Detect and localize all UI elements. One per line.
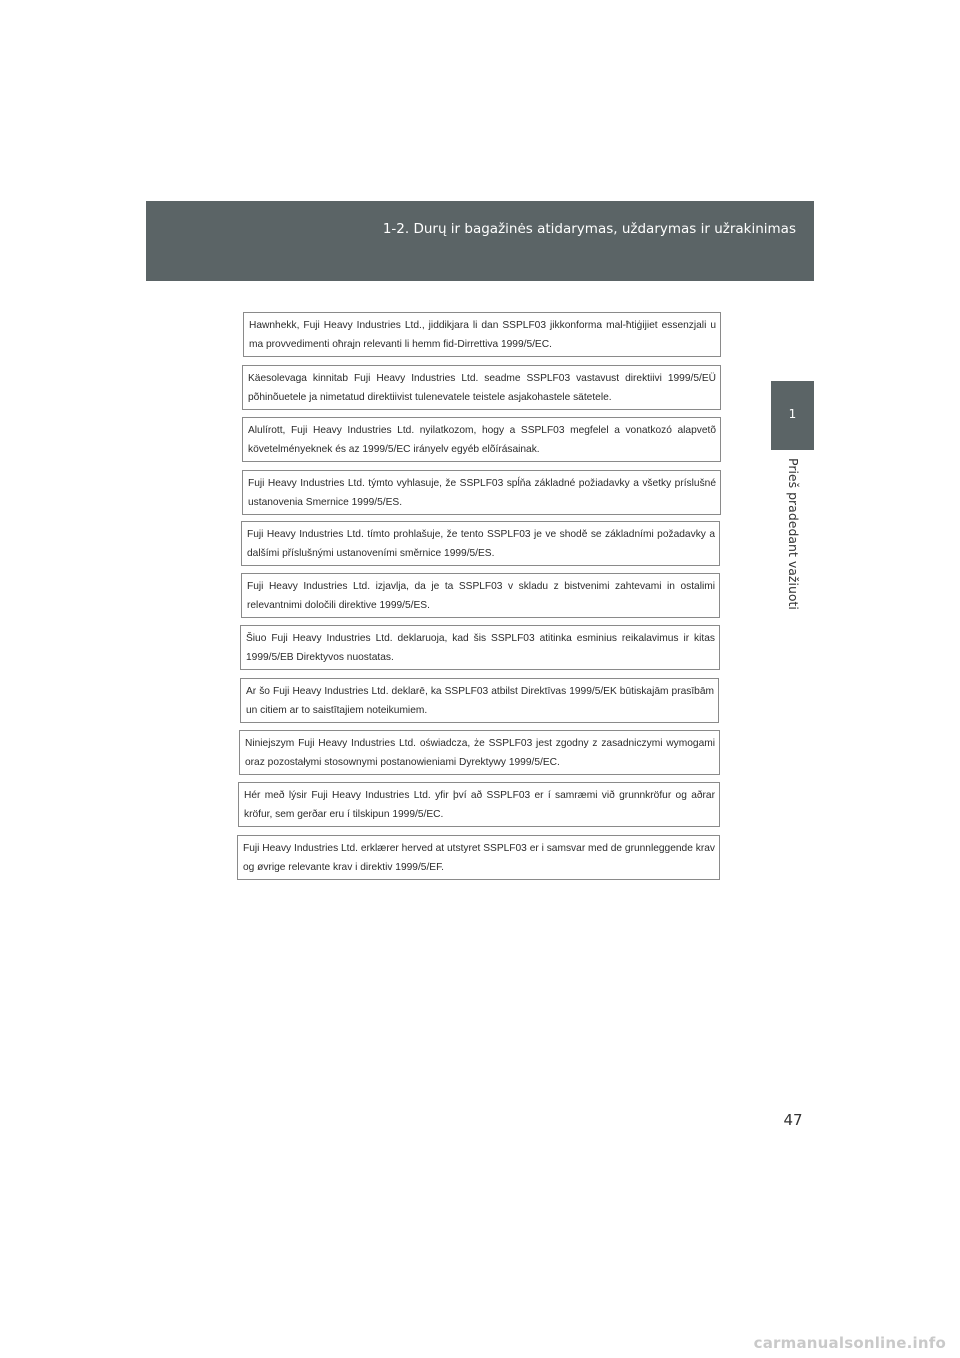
declaration-text: Hér með lýsir Fuji Heavy Industries Ltd. yfir því að SSPLF03 er í samræmi við grunnkröfur og aðrar kröfur, sem gerðar eru í tilskipun 1999/5/EC. <box>244 790 715 820</box>
declaration-norwegian <box>237 835 720 880</box>
declaration-czech <box>241 521 720 566</box>
declaration-text: Fuji Heavy Industries Ltd. erklærer herved at utstyret SSPLF03 er i samsvar med de grunnleggende krav og øvrige relevante krav i direktiv 1999/5/EF. <box>243 843 715 873</box>
declaration-maltese <box>243 312 721 357</box>
declaration-text: Šiuo Fuji Heavy Industries Ltd. deklaruoja, kad šis SSPLF03 atitinka esminius reikalavimus ir kitas 1999/5/EB Direktyvos nuostatas. <box>246 633 715 663</box>
declaration-text: Fuji Heavy Industries Ltd. izjavlja, da je ta SSPLF03 v skladu z bistvenimi zahtevami in ostalimi relevantnimi določili direktive 1999/5/ES. <box>247 581 715 611</box>
declaration-text: Ar šo Fuji Heavy Industries Ltd. deklarē, ka SSPLF03 atbilst Direktīvas 1999/5/EK būtiskajām prasībām un citiem ar to saistītajiem noteikumiem. <box>246 686 714 716</box>
section-title: 1-2. Durų ir bagažinės atidarymas, uždarymas ir užrakinimas <box>382 221 796 237</box>
declaration-icelandic <box>238 782 720 827</box>
chapter-number: 1 <box>788 407 797 421</box>
declaration-hungarian <box>242 417 721 462</box>
watermark: carmanualsonline.info <box>753 1334 946 1352</box>
declaration-polish <box>239 730 720 775</box>
declaration-lithuanian <box>240 625 720 670</box>
declaration-text: Käesolevaga kinnitab Fuji Heavy Industries Ltd. seadme SSPLF03 vastavust direktiivi 1999/5/EÜ põhinõuetele ja nimetatud direktiivist tulenevatele teistele asjakohastele sätetele. <box>248 373 716 403</box>
declaration-text: Hawnhekk, Fuji Heavy Industries Ltd., jiddikjara li dan SSPLF03 jikkonforma mal-ħtiġijiet essenzjali u ma provvedimenti oħrajn relevanti li hemm fid-Dirrettiva 1999/5/EC. <box>249 320 716 350</box>
page-number: 47 <box>783 1111 803 1129</box>
declaration-text: Fuji Heavy Industries Ltd. týmto vyhlasuje, že SSPLF03 spĺňa základné požiadavky a všetky príslušné ustanovenia Smernice 1999/5/ES. <box>248 478 716 508</box>
declaration-latvian <box>240 678 719 723</box>
declaration-estonian <box>242 365 721 410</box>
declaration-slovenian <box>241 573 720 618</box>
declaration-text: Alulírott, Fuji Heavy Industries Ltd. nyilatkozom, hogy a SSPLF03 megfelel a vonatkozó alapvetõ követelményeknek és az 1999/5/EC irányelv egyéb elõírásainak. <box>248 425 716 455</box>
declaration-text: Niniejszym Fuji Heavy Industries Ltd. oświadcza, że SSPLF03 jest zgodny z zasadniczymi wymogami oraz pozostałymi stosownymi postanowieniami Dyrektywy 1999/5/EC. <box>245 738 715 768</box>
declaration-slovak <box>242 470 721 515</box>
chapter-label: Prieš pradedant važiuoti <box>786 458 801 610</box>
declaration-text: Fuji Heavy Industries Ltd. tímto prohlašuje, že tento SSPLF03 je ve shodě se základními požadavky a dalšími příslušnými ustanoveními směrnice 1999/5/ES. <box>247 529 715 559</box>
